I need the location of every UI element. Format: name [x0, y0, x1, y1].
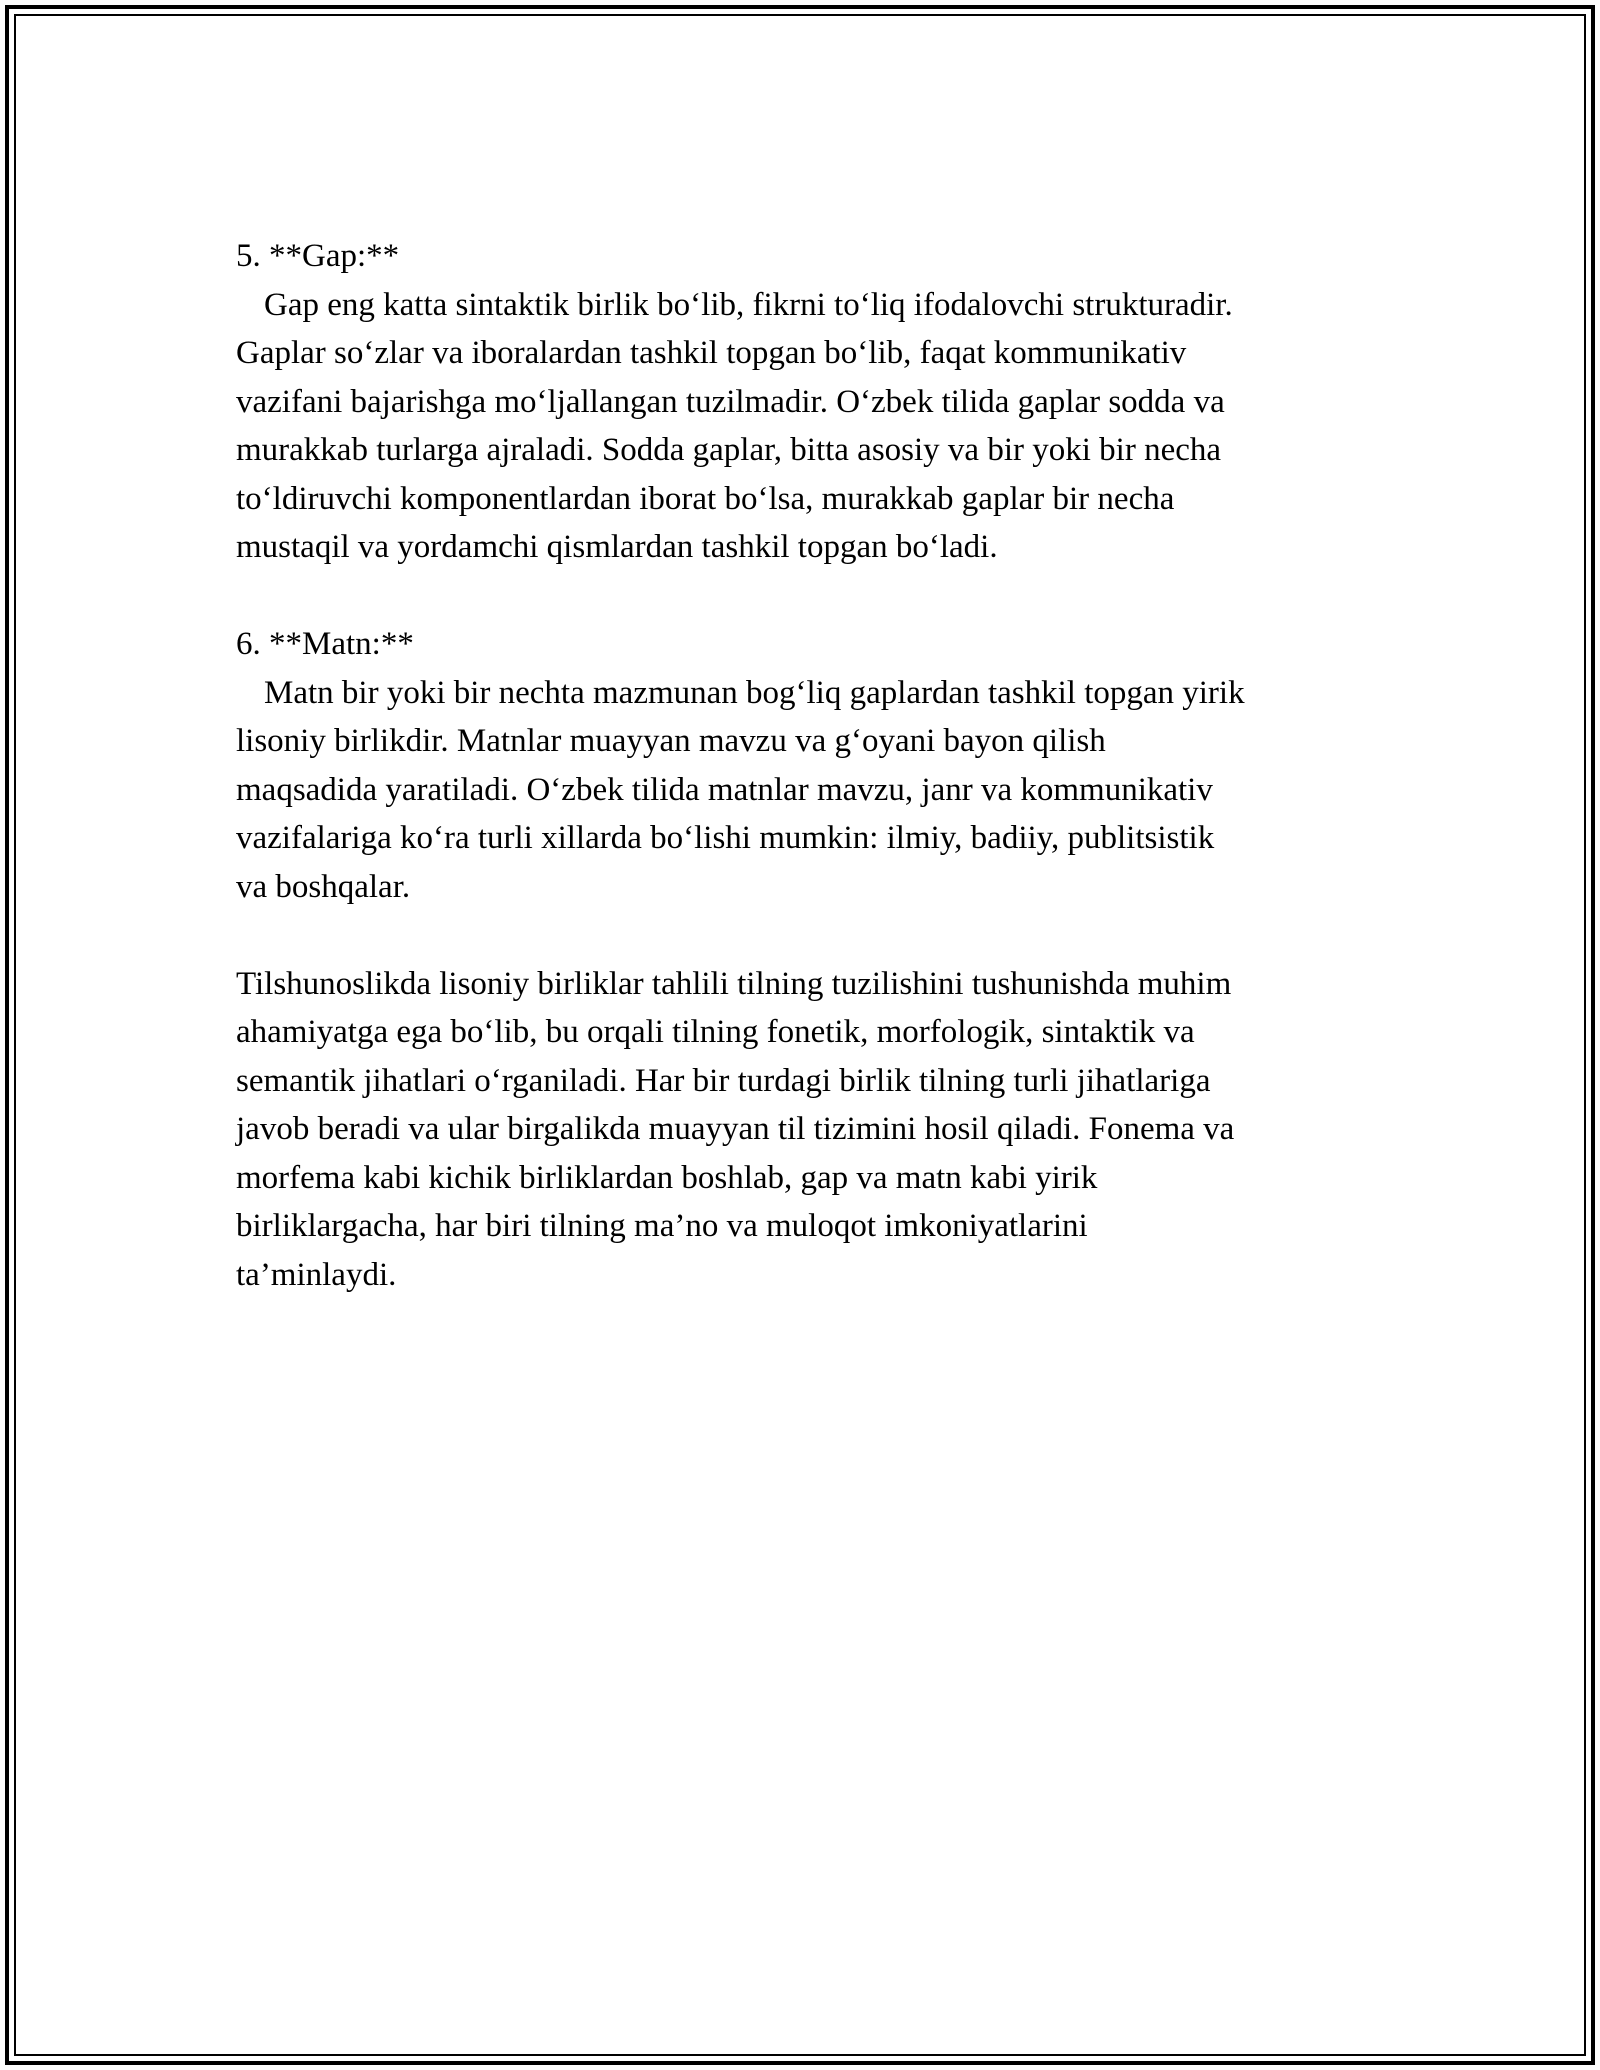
text-line: javob beradi va ular birgalikda muayyan til tizimini hosil qiladi. Fonema va [236, 1111, 1235, 1147]
text-line: to‘ldiruvchi komponentlardan iborat bo‘lsa, murakkab gaplar bir necha [236, 480, 1175, 517]
text-line: maqsadida yaratiladi. O‘zbek tilida matnlar mavzu, janr va kommunikativ [236, 771, 1213, 808]
section-heading: 6. **Matn:** [236, 626, 414, 662]
text-line: Gap eng katta sintaktik birlik bo‘lib, fikrni to‘liq ifodalovchi strukturadir. [264, 286, 1233, 323]
text-line: ahamiyatga ega bo‘lib, bu orqali tilning fonetik, morfologik, sintaktik va [236, 1014, 1195, 1050]
section-heading: 5. **Gap:** [236, 238, 400, 274]
text-line: mustaqil va yordamchi qismlardan tashkil topgan bo‘ladi. [236, 529, 998, 565]
text-line: birliklargacha, har biri tilning ma’no va muloqot imkoniyatlarini [236, 1208, 1088, 1244]
section-paragraph [236, 281, 1366, 572]
text-line: semantik jihatlari o‘rganiladi. Har bir turdagi birlik tilning turli jihatlariga [236, 1062, 1211, 1099]
text-line: vazifalariga ko‘ra turli xillarda bo‘lishi mumkin: ilmiy, badiiy, publitsistik [236, 820, 1215, 856]
text-line: va boshqalar. [236, 868, 411, 905]
text-line: murakkab turlarga ajraladi. Sodda gaplar, bitta asosiy va bir yoki bir necha [236, 432, 1222, 468]
text-line: morfema kabi kichik birliklardan boshlab, gap va matn kabi yirik [236, 1159, 1098, 1196]
text-line: Matn bir yoki bir nechta mazmunan bog‘liq gaplardan tashkil topgan yirik [264, 674, 1245, 711]
text-line: Tilshunoslikda lisoniy birliklar tahlili tilning tuzilishini tushunishda muhim [236, 965, 1232, 1002]
text-line: Gaplar so‘zlar va iboralardan tashkil topgan bo‘lib, faqat kommunikativ [236, 335, 1187, 371]
text-line: lisoniy birlikdir. Matnlar muayyan mavzu va g‘oyani bayon qilish [236, 723, 1106, 759]
section-paragraph [236, 669, 1366, 912]
section-gap [236, 232, 1366, 572]
document-body [236, 232, 1366, 1299]
closing-paragraph [236, 960, 1366, 1300]
text-line: ta’minlaydi. [236, 1256, 397, 1293]
section-matn [236, 620, 1366, 911]
text-line: vazifani bajarishga mo‘ljallangan tuzilmadir. O‘zbek tilida gaplar sodda va [236, 383, 1225, 420]
